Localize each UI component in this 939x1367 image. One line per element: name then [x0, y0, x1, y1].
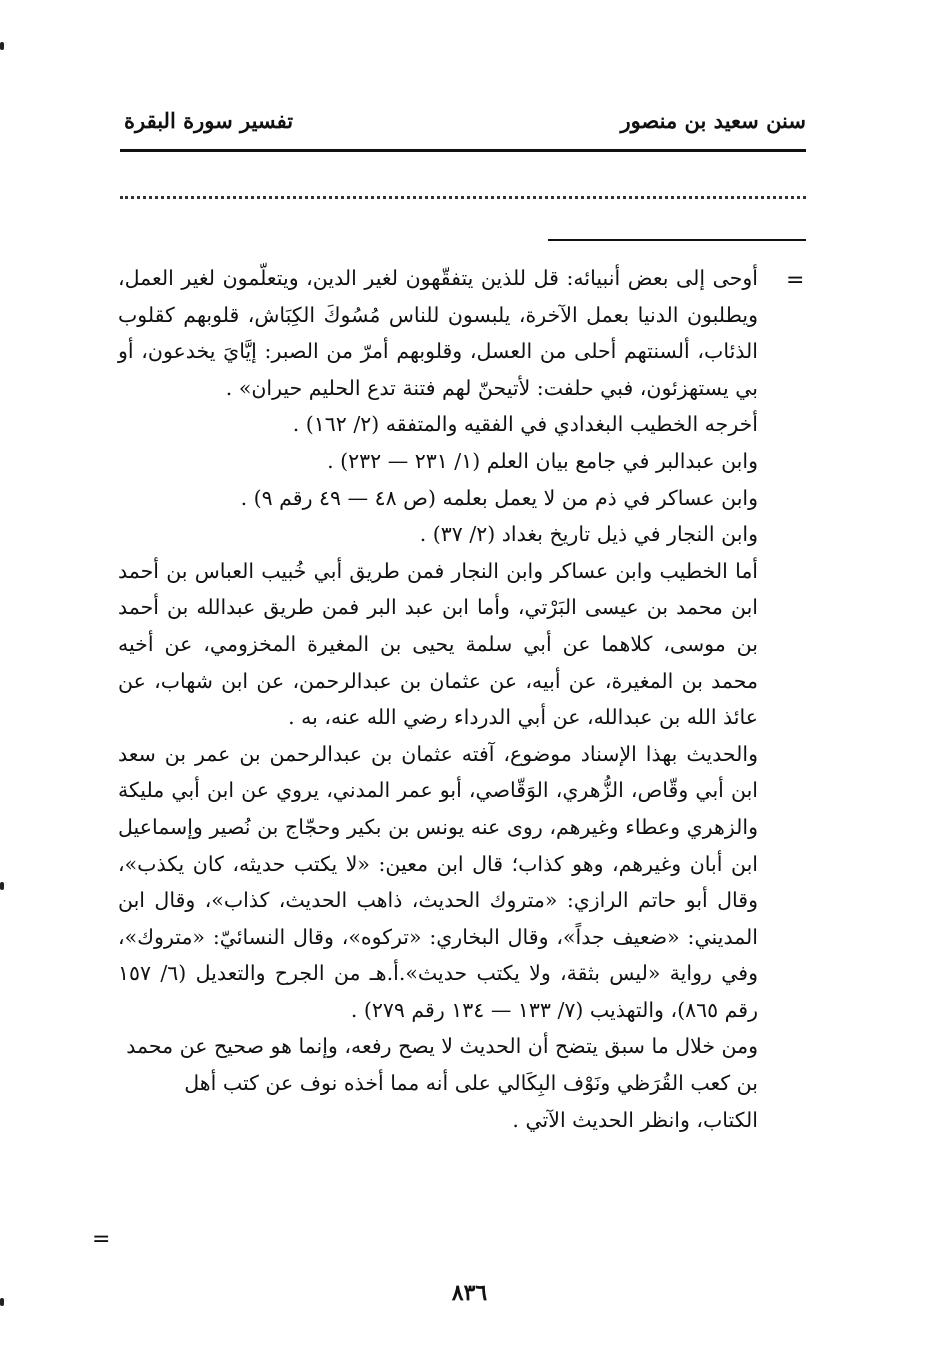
continuation-marker-bottom: =	[92, 1227, 111, 1252]
section-title: تفسير سورة البقرة	[124, 108, 294, 133]
book-title: سنن سعيد بن منصور	[620, 108, 806, 133]
paragraph-takhrij-khatib: أخرجه الخطيب البغدادي في الفقيه والمتفقه (٢/ ١٦٢) .	[292, 412, 758, 437]
page-number: ٨٣٦	[451, 1280, 488, 1306]
paragraph-conclusion: ومن خلال ما سبق يتضح أن الحديث لا يصح رفعه، وإنما هو صحيح عن محمد بن كعب القُرَظي ونَوْف البِكَالي على أنه مما أخذه نوف عن كتب أهل الكتاب، وانظر الحديث الآتي .	[126, 1034, 758, 1132]
running-header	[120, 102, 806, 142]
paragraph-takhrij-ibn-asakir: وابن عساكر في ذم من لا يعمل بعلمه (ص ٤٨ — ٤٩ رقم ٩) .	[240, 485, 758, 510]
dotted-separator	[120, 196, 806, 199]
scan-edge-mark	[0, 42, 4, 50]
paragraph-isnad: أما الخطيب وابن عساكر وابن النجار فمن طريق أبي خُبيب العباس بن أحمد ابن محمد بن عيسى البَرْتي، وأما ابن عبد البر فمن طريق عبدالله بن أحمد بن موسى، كلاهما عن أبي سلمة يحيى بن المغيرة المخزومي، عن أخيه محمد بن المغيرة، عن أبيه، عن عثمان بن عبدالرحمن، عن ابن شهاب، عن عائذ الله بن عبدالله، عن أبي الدرداء رضي الله عنه، به .	[118, 558, 758, 730]
footnote-body	[118, 260, 758, 1138]
paragraph-takhrij-ibn-abdilbarr: وابن عبدالبر في جامع بيان العلم (١/ ٢٣١ — ٢٣٢) .	[327, 448, 758, 473]
paragraph-hadith-text: أوحى إلى بعض أنبيائه: قل للذين يتفقّهون لغير الدين، ويتعلّمون لغير العمل، ويطلبون الدنيا بعمل الآخرة، يلبسون للناس مُسُوكَ الكِبَاش، قلوبهم كقلوب الذئاب، ألسنتهم أحلى من العسل، وقلوبهم أمرّ من الصبر: إيَّايَ يخدعون، أو بي يستهزئون، فبي حلفت: لأتيحنّ لهم فتنة تدع الحليم حيران» .	[118, 266, 758, 400]
header-rule	[120, 149, 806, 152]
paragraph-hukm: والحديث بهذا الإسناد موضوع، آفته عثمان بن عبدالرحمن بن عمر بن سعد ابن أبي وقّاص، الزُّهري، الوَقّاصي، أبو عمر المدني، يروي عن ابن أبي مليكة والزهري وعطاء وغيرهم، روى عنه يونس بن بكير وحجّاج بن نُصير وإسماعيل ابن أبان وغيرهم، وهو كذاب؛ قال ابن معين: «لا يكتب حديثه، كان يكذب»، وقال أبو حاتم الرازي: «متروك الحديث، ذاهب الحديث، كذاب»، وقال ابن المديني: «ضعيف جداً»، وقال البخاري: «تركوه»، وقال النسائيّ: «متروك»، وفي رواية «ليس بثقة، ولا يكتب حديث».أ.هـ من الجرح والتعديل (٦/ ١٥٧ رقم ٨٦٥)، والتهذيب (٧/ ١٣٣ — ١٣٤ رقم ٢٧٩) .	[118, 741, 758, 1022]
footnote-rule	[548, 239, 806, 241]
continuation-marker-top: =	[786, 268, 805, 293]
paragraph-takhrij-ibn-alnajjar: وابن النجار في ذيل تاريخ بغداد (٢/ ٣٧) .	[419, 522, 758, 547]
scan-edge-mark	[0, 882, 4, 890]
